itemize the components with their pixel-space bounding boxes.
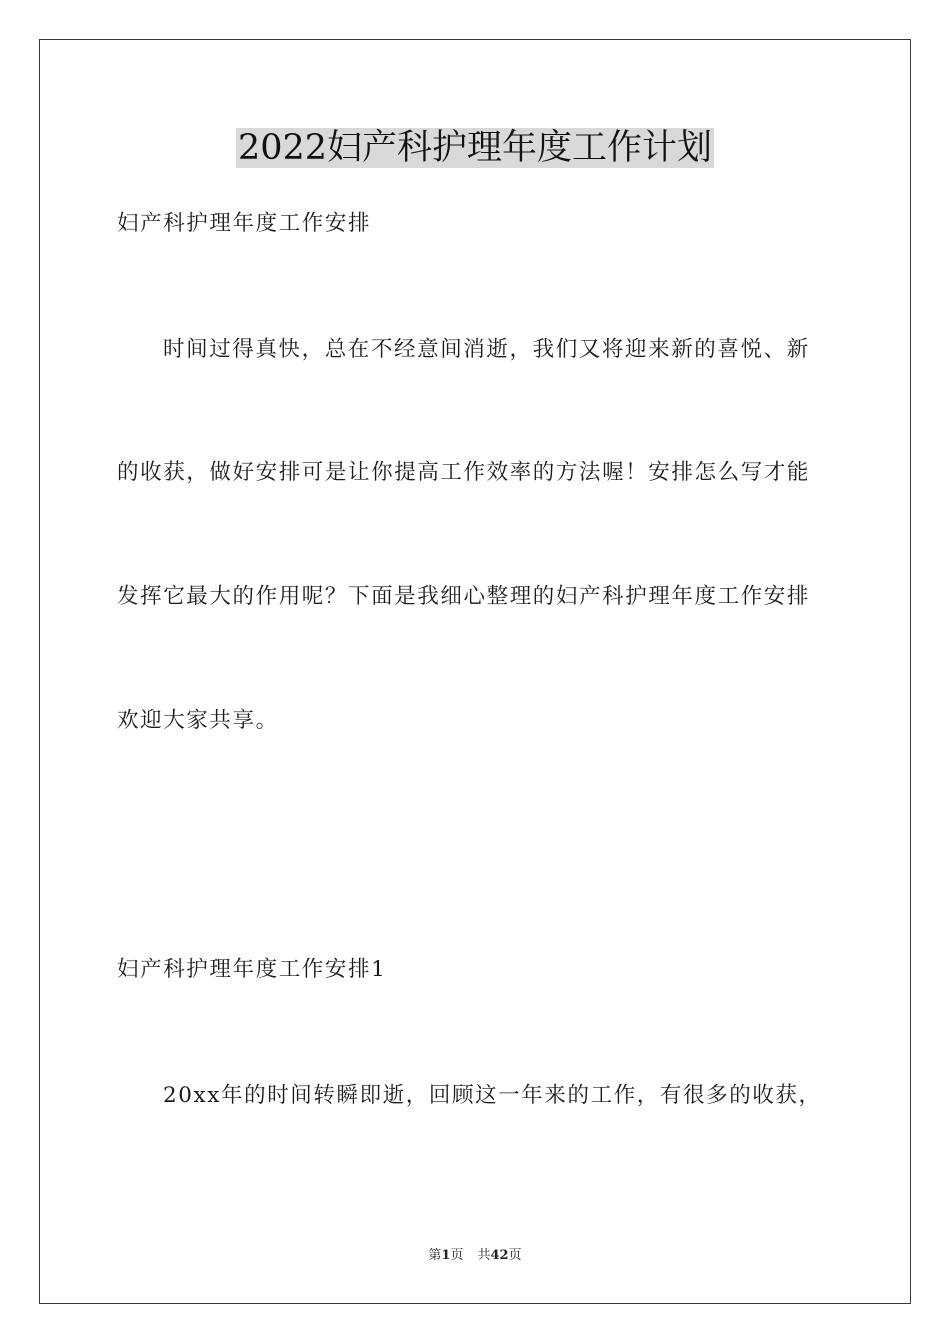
section-heading: 妇产科护理年度工作安排1 <box>117 957 387 982</box>
section-line-1: 20xx年的时间转瞬即逝，回顾这一年来的工作，有很多的收获， <box>163 1083 822 1108</box>
document-subtitle: 妇产科护理年度工作安排 <box>117 211 372 236</box>
title-container <box>0 128 950 168</box>
page-footer <box>0 1248 950 1264</box>
page-suffix: 页 <box>450 1248 464 1263</box>
page-prefix: 第 <box>428 1248 442 1263</box>
page-current: 1 <box>441 1248 451 1263</box>
intro-line-3: 发挥它最大的作用呢？下面是我细心整理的妇产科护理年度工作安排 <box>117 584 811 609</box>
document-title: 2022妇产科护理年度工作计划 <box>237 128 713 168</box>
intro-line-4: 欢迎大家共享。 <box>117 708 279 733</box>
page-total: 42 <box>490 1248 509 1263</box>
intro-line-1: 时间过得真快，总在不经意间消逝，我们又将迎来新的喜悦、新 <box>163 337 810 362</box>
total-suffix: 页 <box>508 1248 522 1263</box>
intro-line-2: 的收获，做好安排可是让你提高工作效率的方法喔！安排怎么写才能 <box>117 460 811 485</box>
total-prefix: 共 <box>477 1248 491 1263</box>
